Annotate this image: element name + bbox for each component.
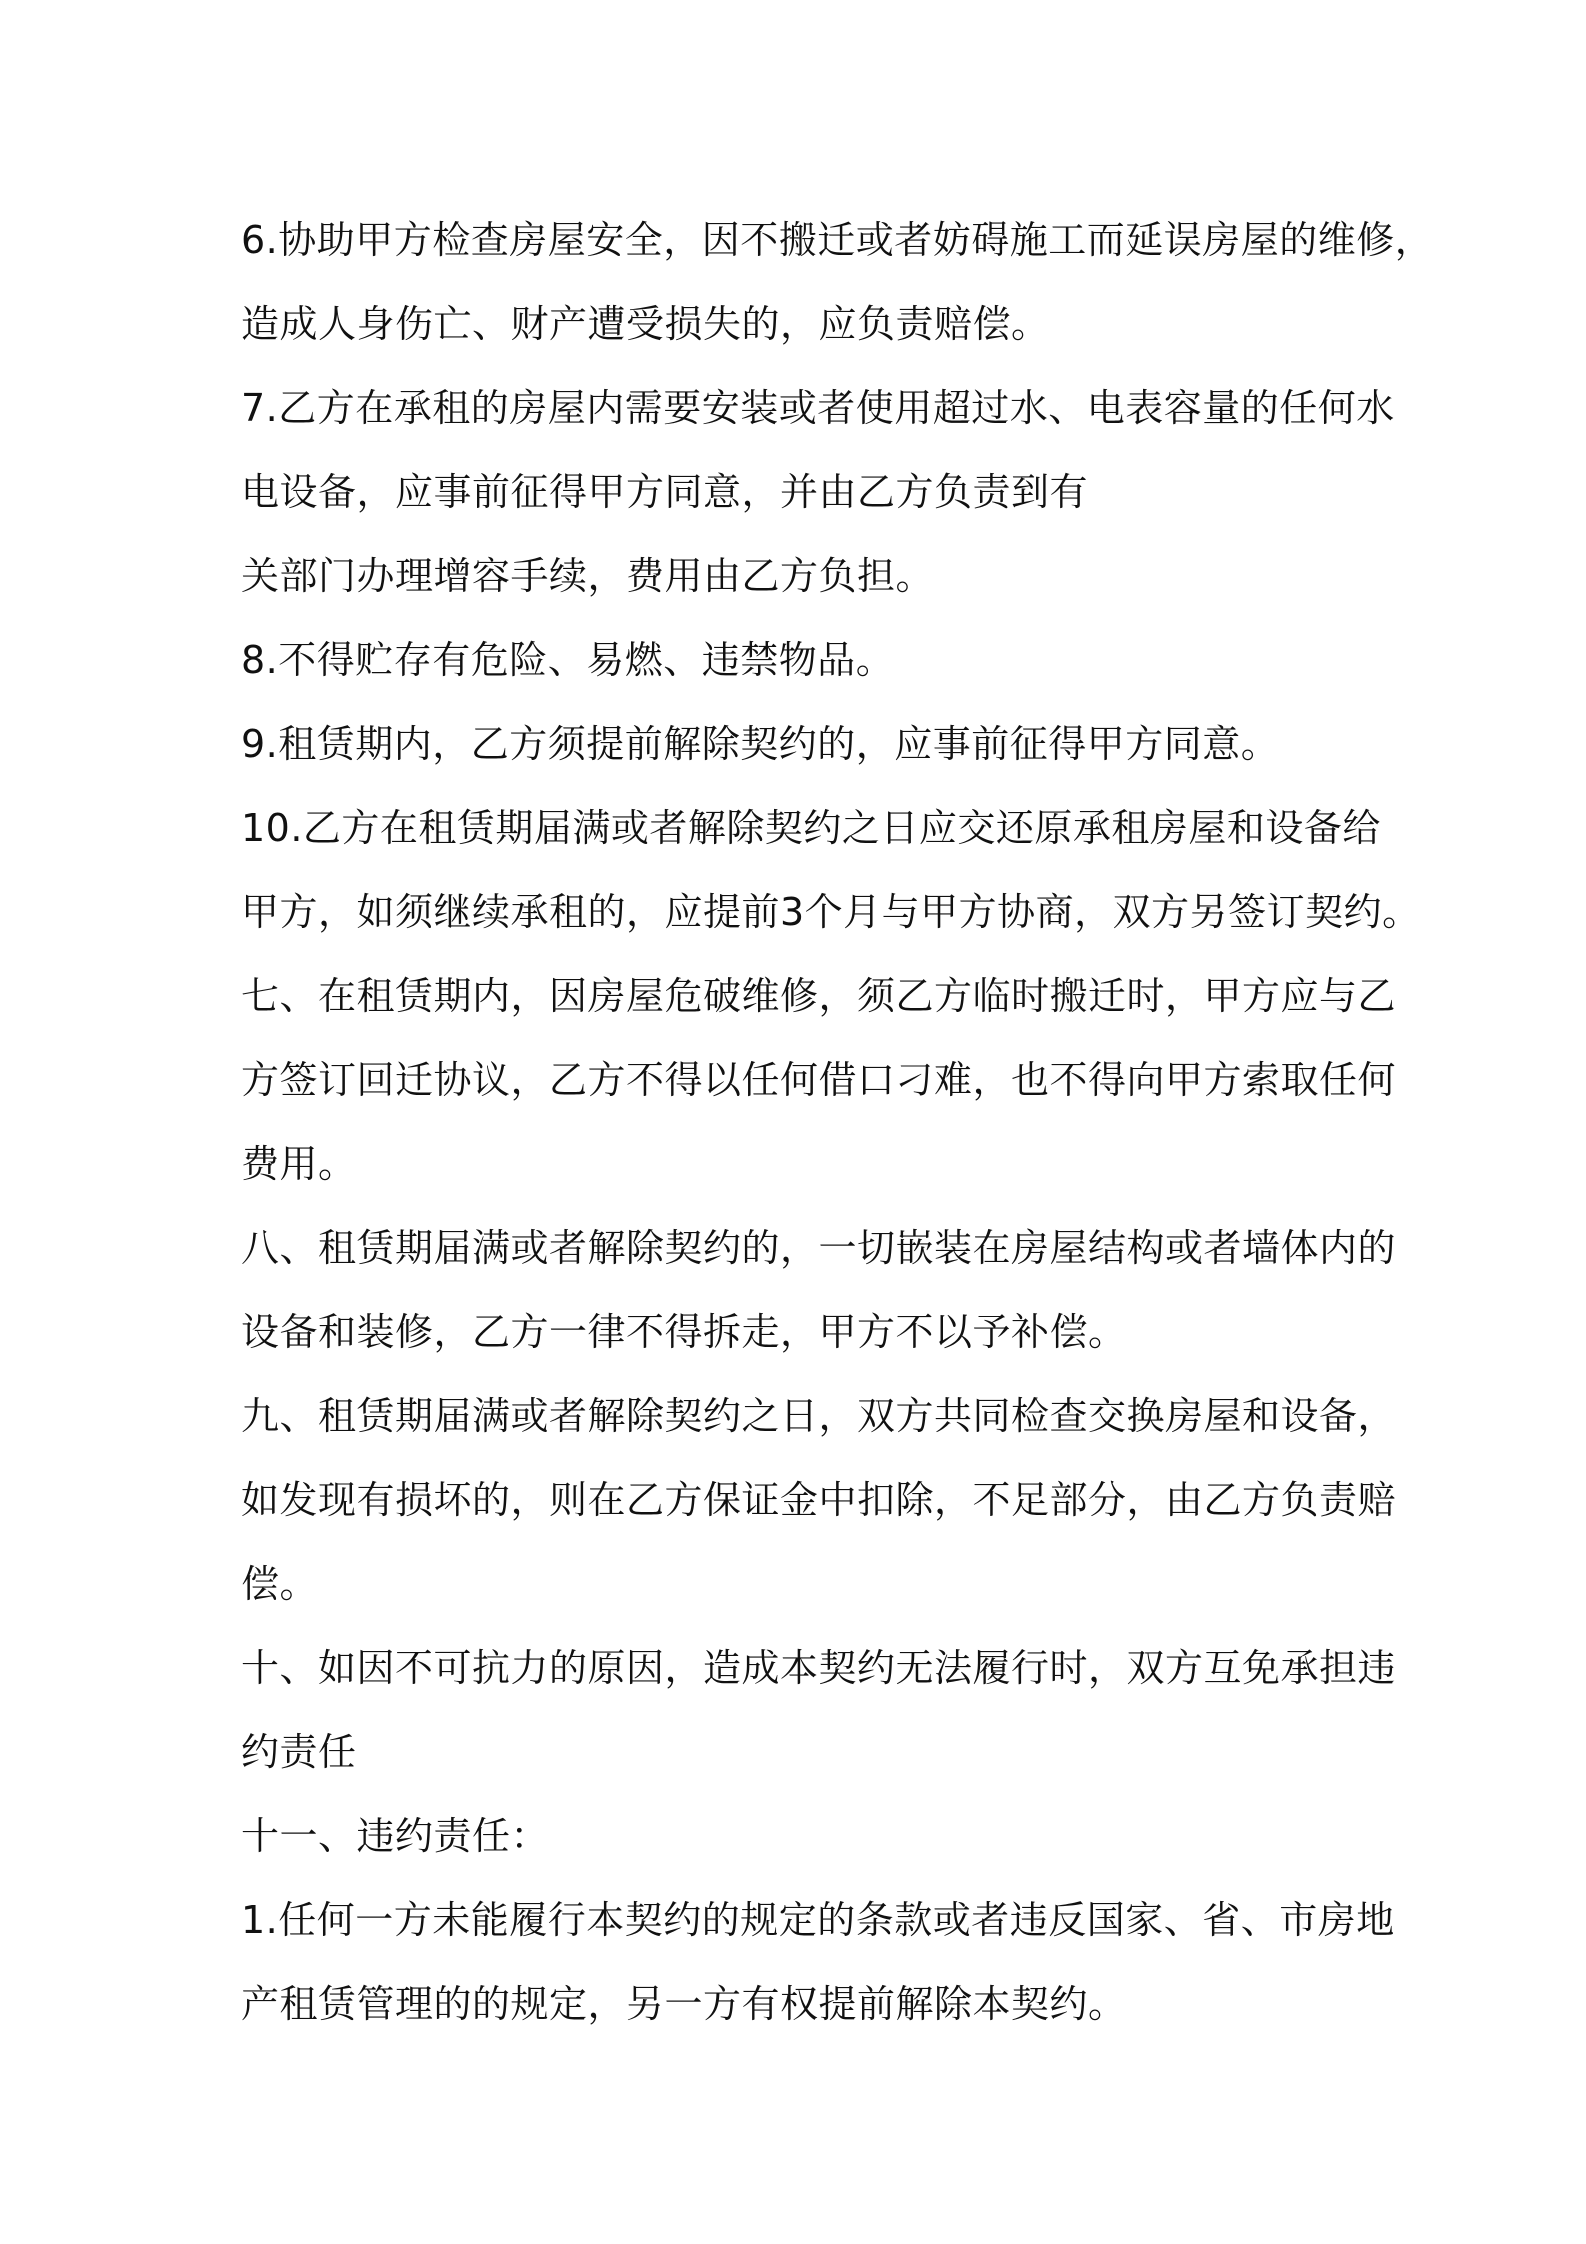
text-line: 九、租赁期届满或者解除契约之日，双方共同检查交换房屋和设备， bbox=[241, 1394, 1397, 1438]
text-line: 七、在租赁期内，因房屋危破维修，须乙方临时搬迁时，甲方应与乙 bbox=[241, 974, 1397, 1018]
document-body bbox=[241, 198, 1434, 2046]
text-line: 甲方，如须继续承租的，应提前3个月与甲方协商，双方另签订契约。 bbox=[241, 890, 1421, 934]
text-line: 十一、违约责任： bbox=[241, 1814, 550, 1858]
text-line: 费用。 bbox=[241, 1142, 357, 1186]
text-line: 设备和装修，乙方一律不得拆走，甲方不以予补偿。 bbox=[241, 1310, 1127, 1354]
text-line: 9.租赁期内，乙方须提前解除契约的，应事前征得甲方同意。 bbox=[241, 722, 1280, 766]
text-line: 如发现有损坏的，则在乙方保证金中扣除，不足部分，由乙方负责赔 bbox=[241, 1478, 1397, 1522]
text-line: 产租赁管理的的规定，另一方有权提前解除本契约。 bbox=[241, 1982, 1127, 2026]
text-line: 方签订回迁协议，乙方不得以任何借口刁难，也不得向甲方索取任何 bbox=[241, 1058, 1397, 1102]
text-line: 偿。 bbox=[241, 1562, 319, 1606]
text-line: 1.任何一方未能履行本契约的规定的条款或者违反国家、省、市房地 bbox=[241, 1898, 1395, 1942]
text-line: 6.协助甲方检查房屋安全，因不搬迁或者妨碍施工而延误房屋的维修， bbox=[241, 218, 1434, 262]
text-line: 10.乙方在租赁期届满或者解除契约之日应交还原承租房屋和设备给 bbox=[241, 806, 1381, 850]
text-line: 十、如因不可抗力的原因，造成本契约无法履行时，双方互免承担违 bbox=[241, 1646, 1397, 1690]
text-line: 造成人身伤亡、财产遭受损失的，应负责赔偿。 bbox=[241, 302, 1050, 346]
text-line: 关部门办理增容手续，费用由乙方负担。 bbox=[241, 554, 935, 598]
text-line: 7.乙方在承租的房屋内需要安装或者使用超过水、电表容量的任何水 bbox=[241, 386, 1395, 430]
text-line: 电设备，应事前征得甲方同意，并由乙方负责到有 bbox=[241, 470, 1089, 514]
text-line: 8.不得贮存有危险、易燃、违禁物品。 bbox=[241, 638, 895, 682]
text-line: 八、租赁期届满或者解除契约的，一切嵌装在房屋结构或者墙体内的 bbox=[241, 1226, 1397, 1270]
text-line: 约责任 bbox=[241, 1730, 357, 1774]
